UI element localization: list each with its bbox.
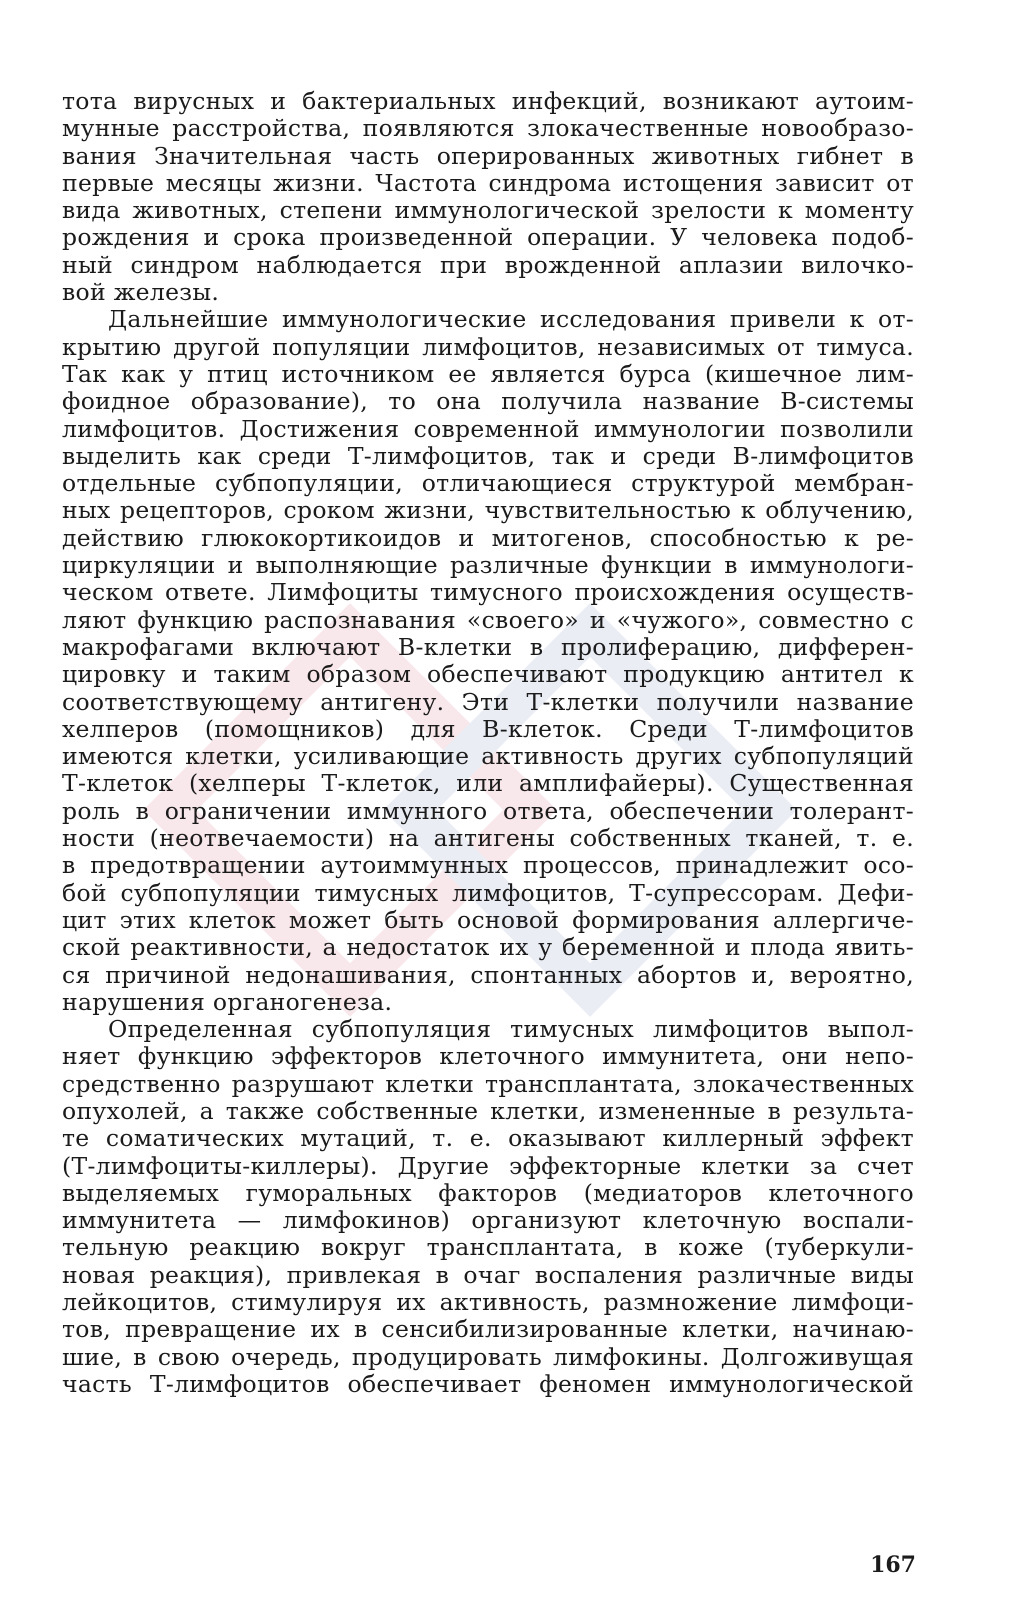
text-line: Т-клеток (хелперы Т-клеток, или амплифайеры). Существенная bbox=[62, 770, 914, 798]
text-line: ный синдром наблюдается при врожденной аплазии вилочко- bbox=[62, 251, 914, 279]
body-text bbox=[62, 88, 914, 1398]
text-line: тота вирусных и бактериальных инфекций, возникают аутоим- bbox=[62, 88, 914, 115]
text-line: первые месяцы жизни. Частота синдрома истощения зависит от bbox=[62, 169, 914, 197]
text-line: Дальнейшие иммунологические исследования привели к от- bbox=[108, 306, 914, 334]
text-line: няет функцию эффекторов клеточного иммунитета, они непо- bbox=[62, 1043, 914, 1071]
text-line: вой железы. bbox=[62, 279, 220, 307]
text-line: тельную реакцию вокруг трансплантата, в коже (туберкули- bbox=[62, 1234, 914, 1262]
text-line: ных рецепторов, сроком жизни, чувствительностью к облучению, bbox=[62, 497, 914, 525]
text-line: вида животных, степени иммунологической зрелости к моменту bbox=[62, 197, 914, 225]
text-line: соответствующему антигену. Эти Т-клетки получили название bbox=[62, 688, 914, 716]
text-line: ляют функцию распознавания «своего» и «чужого», совместно с bbox=[62, 606, 914, 634]
page-number: 167 bbox=[870, 1552, 916, 1578]
text-line: действию глюкокортикоидов и митогенов, способностью к ре- bbox=[62, 524, 914, 552]
text-line: Так как у птиц источником ее является бурса (кишечное лим- bbox=[62, 360, 914, 388]
text-line: иммунитета — лимфокинов) организуют клеточную воспали- bbox=[62, 1207, 914, 1235]
text-line: тов, превращение их в сенсибилизированные клетки, начинаю- bbox=[62, 1316, 914, 1344]
text-line: имеются клетки, усиливающие активность других субпопуляций bbox=[62, 743, 914, 771]
text-line: те соматических мутаций, т. е. оказывают киллерный эффект bbox=[62, 1125, 914, 1153]
text-line: циркуляции и выполняющие различные функции в иммунологи- bbox=[62, 552, 914, 580]
text-line: цит этих клеток может быть основой формирования аллергиче- bbox=[62, 906, 914, 934]
text-line: фоидное образование), то она получила название В-системы bbox=[62, 388, 914, 416]
text-line: выделить как среди Т-лимфоцитов, так и среди В-лимфоцитов bbox=[62, 442, 914, 470]
text-line: в предотвращении аутоиммунных процессов, принадлежит осо- bbox=[62, 852, 914, 880]
paragraph bbox=[62, 88, 914, 306]
paragraph bbox=[62, 306, 914, 1016]
text-line: ской реактивности, а недостаток их у беременной и плода явить- bbox=[62, 934, 914, 962]
text-line: ности (неотвечаемости) на антигены собственных тканей, т. е. bbox=[62, 825, 914, 853]
text-line: лимфоцитов. Достижения современной иммунологии позволили bbox=[62, 415, 914, 443]
text-line: нарушения органогенеза. bbox=[62, 988, 393, 1016]
text-line: выделяемых гуморальных факторов (медиаторов клеточного bbox=[62, 1179, 914, 1207]
text-line: шие, в свою очередь, продуцировать лимфокины. Долгоживущая bbox=[62, 1343, 914, 1371]
text-line: ческом ответе. Лимфоциты тимусного происхождения осуществ- bbox=[62, 579, 914, 607]
text-line: лейкоцитов, стимулируя их активность, размножение лимфоци- bbox=[62, 1289, 914, 1317]
text-line: макрофагами включают В-клетки в пролиферацию, дифферен- bbox=[62, 633, 914, 661]
text-line: бой субпопуляции тимусных лимфоцитов, Т-супрессорам. Дефи- bbox=[62, 879, 914, 907]
text-line: часть Т-лимфоцитов обеспечивает феномен иммунологической bbox=[62, 1370, 914, 1398]
text-line: новая реакция), привлекая в очаг воспаления различные виды bbox=[62, 1261, 914, 1289]
text-line: (Т-лимфоциты-киллеры). Другие эффекторные клетки за счет bbox=[62, 1152, 914, 1180]
text-line: ся причиной недонашивания, спонтанных абортов и, вероятно, bbox=[62, 961, 914, 989]
text-line: крытию другой популяции лимфоцитов, независимых от тимуса. bbox=[62, 333, 914, 361]
text-line: роль в ограничении иммунного ответа, обеспечении толерант- bbox=[62, 797, 914, 825]
text-line: цировку и таким образом обеспечивают продукцию антител к bbox=[62, 661, 914, 689]
text-line: рождения и срока произведенной операции. У человека подоб- bbox=[62, 224, 914, 252]
text-line: вания Значительная часть оперированных животных гибнет в bbox=[62, 142, 914, 170]
text-line: хелперов (помощников) для В-клеток. Среди Т-лимфоцитов bbox=[62, 715, 914, 743]
text-line: опухолей, а также собственные клетки, измененные в результа- bbox=[62, 1097, 914, 1125]
text-line: средственно разрушают клетки трансплантата, злокачественных bbox=[62, 1070, 914, 1098]
text-line: Определенная субпопуляция тимусных лимфоцитов выпол- bbox=[108, 1016, 914, 1044]
paragraph bbox=[62, 1016, 914, 1398]
text-line: отдельные субпопуляции, отличающиеся структурой мембран- bbox=[62, 470, 914, 498]
text-line: мунные расстройства, появляются злокачественные новообразо- bbox=[62, 115, 914, 143]
